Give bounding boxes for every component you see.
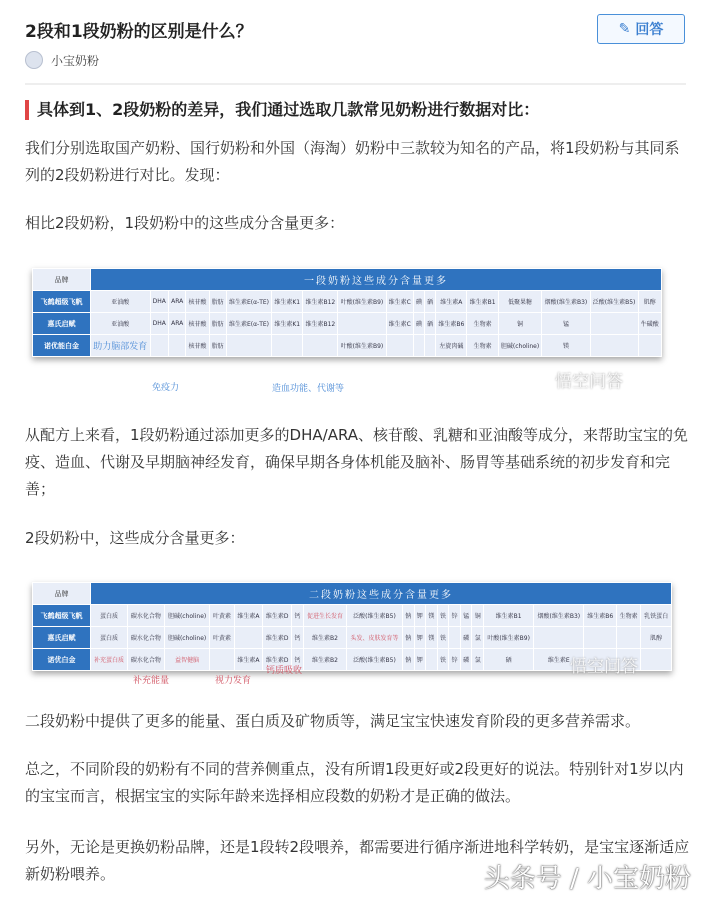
table-cell: 硒 bbox=[425, 313, 436, 335]
table-cell: 碳水化合物 bbox=[127, 649, 164, 671]
table-cell: 碘 bbox=[413, 313, 424, 335]
paragraph: 相比2段奶粉，1段奶粉中的这些成分含量更多： bbox=[25, 214, 345, 232]
table-cell bbox=[386, 335, 413, 357]
table-cell: 钙 bbox=[292, 627, 304, 649]
paragraph: 总之，不同阶段的奶粉有不同的营养侧重点，没有所谓1段更好或2段更好的说法。特别针对1岁以内的宝宝而言，根据宝宝的实际年龄来选择相应段数的奶粉才是正确的做法。 bbox=[25, 760, 684, 805]
table-row bbox=[33, 291, 662, 313]
table-cell: 铁 bbox=[437, 649, 449, 671]
table-cell: 维生素A bbox=[234, 605, 263, 627]
table-cell: 生物素 bbox=[617, 605, 641, 627]
table-cell: 脂肪 bbox=[209, 313, 226, 335]
annotation: 补充能量 bbox=[133, 676, 170, 686]
table-cell: 维生素B6 bbox=[584, 605, 617, 627]
annotation: 造血功能、代谢等 bbox=[272, 384, 345, 394]
watermark: 悟空问答 bbox=[555, 372, 623, 392]
table-cell: 钙 bbox=[292, 649, 304, 671]
table-cell: 维生素B2 bbox=[303, 627, 346, 649]
table-cell bbox=[210, 649, 234, 671]
table-cell: 铁 bbox=[437, 627, 449, 649]
table-cell: DHA bbox=[150, 313, 168, 335]
table-cell: 维生素B2 bbox=[303, 649, 346, 671]
table-cell: 头发、皮肤发育等 bbox=[347, 627, 403, 649]
table-title: 一段奶粉这些成分含量更多 bbox=[91, 269, 662, 291]
avatar[interactable] bbox=[25, 51, 43, 69]
brand-cell: 诺优能白金 bbox=[33, 335, 91, 357]
table-cell bbox=[303, 335, 338, 357]
table-row bbox=[33, 605, 672, 627]
stage1-comparison-table bbox=[32, 268, 662, 357]
table-cell bbox=[641, 649, 672, 671]
table-cell: 维生素B12 bbox=[303, 291, 338, 313]
table-cell: 维生素B12 bbox=[303, 313, 338, 335]
table-cell: 维生素A bbox=[436, 291, 467, 313]
table-cell: 锌 bbox=[449, 605, 461, 627]
table-cell: 叶酸(维生素B9) bbox=[338, 335, 386, 357]
table-cell: 烟酸(维生素B3) bbox=[534, 605, 584, 627]
table-cell: 泛酸(维生素B5) bbox=[590, 291, 638, 313]
footer-watermark: 头条号 / 小宝奶粉 bbox=[483, 864, 691, 894]
table-cell: 磷 bbox=[460, 649, 472, 671]
brand-header: 品牌 bbox=[33, 269, 91, 291]
table-cell: ARA bbox=[169, 313, 186, 335]
paragraph: 我们分别选取国产奶粉、国行奶粉和外国（海淘）奶粉中三款较为知名的产品，将1段奶粉与其同系列的2段奶粉进行对比。发现： bbox=[25, 139, 680, 184]
table-cell: 助力脑部发育 bbox=[91, 335, 151, 357]
table-cell: 叶酸(维生素B9) bbox=[338, 291, 386, 313]
table-cell: 牛磺酸 bbox=[638, 313, 661, 335]
table-cell: 维生素D bbox=[263, 627, 292, 649]
paragraph: 2段奶粉中，这些成分含量更多： bbox=[25, 529, 245, 547]
table-cell: 铜 bbox=[498, 313, 542, 335]
answer-label: 回答 bbox=[635, 22, 664, 38]
table-cell: 锰 bbox=[542, 313, 590, 335]
table-cell: 胆碱(choline) bbox=[164, 627, 210, 649]
table-cell: 维生素E bbox=[534, 649, 584, 671]
table-cell: 维生素C bbox=[386, 313, 413, 335]
table-cell: 维生素C bbox=[386, 291, 413, 313]
table-cell: 维生素B6 bbox=[436, 313, 467, 335]
table-cell: 钾 bbox=[414, 627, 426, 649]
table-cell: 维生素D bbox=[263, 649, 292, 671]
table-cell: 促进生长发育 bbox=[303, 605, 346, 627]
table-cell: 核苷酸 bbox=[186, 291, 209, 313]
table-cell bbox=[169, 335, 186, 357]
table-cell: 氯 bbox=[472, 649, 484, 671]
table-row bbox=[33, 313, 662, 335]
table-cell bbox=[449, 627, 461, 649]
table-cell: 钙 bbox=[292, 605, 304, 627]
annotation: 免疫力 bbox=[152, 383, 180, 393]
brand-cell: 飞鹤超级飞帆 bbox=[33, 605, 91, 627]
table-cell: 碳水化合物 bbox=[127, 605, 164, 627]
table-row bbox=[33, 627, 672, 649]
question-title: 2段和1段奶粉的区别是什么？ bbox=[25, 22, 253, 42]
table-cell: 叶黄素 bbox=[210, 605, 234, 627]
table-cell: 钠 bbox=[402, 627, 414, 649]
author[interactable] bbox=[25, 51, 99, 69]
table-cell: 泛酸(维生素B5) bbox=[347, 605, 403, 627]
table-cell: 维生素B1 bbox=[484, 605, 534, 627]
pencil-icon: ✎ bbox=[618, 21, 631, 37]
table-cell: 锰 bbox=[460, 605, 472, 627]
table-cell: 碳水化合物 bbox=[127, 627, 164, 649]
table-cell bbox=[413, 335, 424, 357]
table-cell bbox=[590, 313, 638, 335]
table-cell bbox=[584, 627, 617, 649]
table-cell: 乳铁蛋白 bbox=[641, 605, 672, 627]
table-cell: 生物素 bbox=[467, 313, 498, 335]
table-cell: 硒 bbox=[484, 649, 534, 671]
table-cell: 镁 bbox=[426, 605, 438, 627]
table-cell: 补充蛋白质 bbox=[91, 649, 128, 671]
table-title: 二段奶粉这些成分含量更多 bbox=[91, 583, 672, 605]
table-cell: 钠 bbox=[402, 605, 414, 627]
brand-header: 品牌 bbox=[33, 583, 91, 605]
table-cell bbox=[425, 335, 436, 357]
table-cell: 肌醇 bbox=[641, 627, 672, 649]
table-cell: ARA bbox=[169, 291, 186, 313]
table-cell: 叶酸(维生素B9) bbox=[484, 627, 534, 649]
annotation: 钙质吸收 bbox=[266, 666, 303, 676]
table-cell: 铁 bbox=[437, 605, 449, 627]
section-heading: 具体到1、2段奶粉的差异，我们通过选取几款常见奶粉进行数据对比： bbox=[25, 100, 539, 120]
table-cell: 维生素K1 bbox=[272, 313, 303, 335]
table-cell bbox=[338, 313, 386, 335]
table-row bbox=[33, 335, 662, 357]
table-cell: 蛋白质 bbox=[91, 605, 128, 627]
table-cell: 钾 bbox=[414, 649, 426, 671]
table-cell: 铜 bbox=[472, 605, 484, 627]
table-cell: 维生素A bbox=[234, 649, 263, 671]
table-cell: 亚油酸 bbox=[91, 291, 151, 313]
table-cell bbox=[590, 335, 638, 357]
table-cell: 左旋肉碱 bbox=[436, 335, 467, 357]
answer-button[interactable] bbox=[597, 14, 685, 44]
table-cell: 生物素 bbox=[467, 335, 498, 357]
table-cell: 低聚果糖 bbox=[498, 291, 542, 313]
table-cell: 益智健脑 bbox=[164, 649, 210, 671]
table-cell: 硒 bbox=[425, 291, 436, 313]
table-cell: 维生素D bbox=[263, 605, 292, 627]
table-cell bbox=[226, 335, 272, 357]
table-cell bbox=[426, 649, 438, 671]
brand-cell: 诺优白金 bbox=[33, 649, 91, 671]
paragraph: 另外，无论是更换奶粉品牌，还是1段转2段喂养，都需要进行循序渐进地科学转奶，是宝宝逐渐适应新奶粉喂养。 bbox=[25, 838, 690, 883]
table-cell: 维生素K1 bbox=[272, 291, 303, 313]
annotation: 视力发育 bbox=[215, 676, 252, 686]
table-cell: 蛋白质 bbox=[91, 627, 128, 649]
table-cell: 氯 bbox=[472, 627, 484, 649]
brand-cell: 惠氏启赋 bbox=[33, 313, 91, 335]
brand-cell: 飞鹤超级飞帆 bbox=[33, 291, 91, 313]
table-cell bbox=[638, 335, 661, 357]
table-cell: 泛酸(维生素B5) bbox=[347, 649, 403, 671]
table-cell: 烟酸(维生素B3) bbox=[542, 291, 590, 313]
divider bbox=[25, 83, 686, 85]
table-cell: 亚油酸 bbox=[91, 313, 151, 335]
paragraph: 二段奶粉中提供了更多的能量、蛋白质及矿物质等，满足宝宝快速发育阶段的更多营养需求。 bbox=[25, 712, 641, 730]
watermark: 悟空问答 bbox=[570, 657, 638, 677]
table-cell: 镁 bbox=[426, 627, 438, 649]
table-cell: 磷 bbox=[460, 627, 472, 649]
table-cell: 维生素E(α-TE) bbox=[226, 313, 272, 335]
table-cell bbox=[150, 335, 168, 357]
table-cell bbox=[617, 627, 641, 649]
table-cell bbox=[234, 627, 263, 649]
table-cell: 钾 bbox=[414, 605, 426, 627]
table-cell: 胆碱(choline) bbox=[164, 605, 210, 627]
table-cell bbox=[272, 335, 303, 357]
paragraph: 从配方上来看，1段奶粉通过添加更多的DHA/ARA、核苷酸、乳糖和亚油酸等成分，来帮助宝宝的免疫、造血、代谢及早期脑神经发育，确保早期各身体机能及脑补、肠胃等基础系统的初步发育和完善； bbox=[25, 426, 689, 498]
table-cell: 核苷酸 bbox=[186, 313, 209, 335]
table-cell: 肌醇 bbox=[638, 291, 661, 313]
table-cell: 碘 bbox=[413, 291, 424, 313]
table-cell: 脂肪 bbox=[209, 291, 226, 313]
table-cell: 胆碱(choline) bbox=[498, 335, 542, 357]
table-cell: 脂肪 bbox=[209, 335, 226, 357]
table-cell: 核苷酸 bbox=[186, 335, 209, 357]
table-cell: 锌 bbox=[449, 649, 461, 671]
table-cell: DHA bbox=[150, 291, 168, 313]
table-cell: 镁 bbox=[542, 335, 590, 357]
table-cell: 钠 bbox=[402, 649, 414, 671]
brand-cell: 惠氏启赋 bbox=[33, 627, 91, 649]
table-cell: 维生素B1 bbox=[467, 291, 498, 313]
author-name[interactable]: 小宝奶粉 bbox=[51, 53, 100, 68]
table-cell: 叶黄素 bbox=[210, 627, 234, 649]
table-cell bbox=[534, 627, 584, 649]
table-cell: 维生素E(α-TE) bbox=[226, 291, 272, 313]
